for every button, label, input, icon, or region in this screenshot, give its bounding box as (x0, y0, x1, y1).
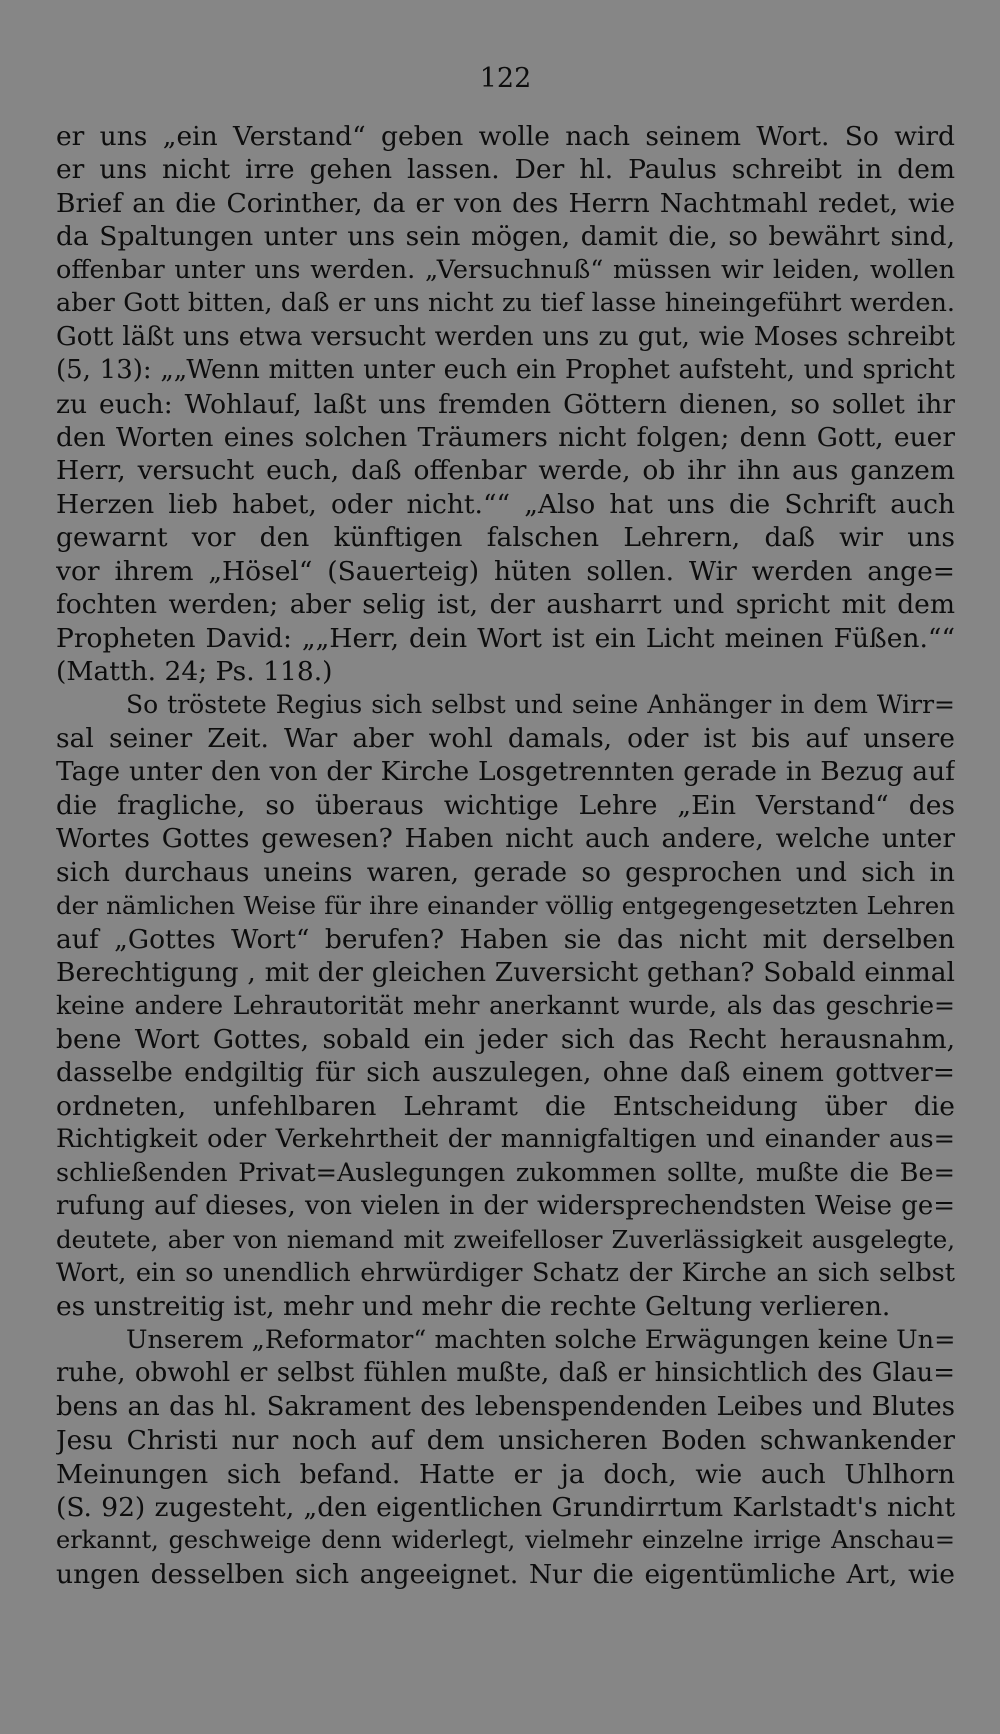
text-line: Wortes Gottes gewesen? Haben nicht auch andere, welche unter (56, 823, 955, 855)
text-line: er uns nicht irre gehen lassen. Der hl. Paulus schreibt in dem (56, 154, 955, 186)
text-line: deutete, aber von niemand mit zweifelloser Zuverlässigkeit ausgelegte, (56, 1225, 955, 1255)
text-line: ordneten, unfehlbaren Lehramt die Entscheidung über die (56, 1090, 955, 1122)
page-body (56, 120, 955, 1591)
text-line: (Matth. 24; Ps. 118.) (56, 656, 333, 687)
text-line: aber Gott bitten, daß er uns nicht zu tief lasse hineingeführt werden. (56, 288, 955, 319)
text-line: auf „Gottes Wort“ berufen? Haben sie das nicht mit derselben (56, 923, 955, 955)
text-line: offenbar unter uns werden. „Versuchnuß“ müssen wir leiden, wollen (56, 254, 955, 285)
text-line: erkannt, geschweige denn widerlegt, vielmehr einzelne irrige Anschau= (56, 1526, 955, 1555)
text-line: Meinungen sich befand. Hatte er ja doch, wie auch Uhlhorn (56, 1458, 955, 1490)
text-line: Gott läßt uns etwa versucht werden uns zu gut, wie Moses schreibt (56, 321, 955, 352)
text-line: Propheten David: „„Herr, dein Wort ist ein Licht meinen Füßen.““ (56, 622, 955, 654)
text-line: Tage unter den von der Kirche Losgetrennten gerade in Bezug auf (56, 756, 955, 788)
text-line: Brief an die Corinther, da er von des Herrn Nachtmahl redet, wie (56, 187, 955, 219)
text-line: bens an das hl. Sakrament des lebenspendenden Leibes und Blutes (56, 1391, 955, 1422)
text-line: da Spaltungen unter uns sein mögen, damit die, so bewährt sind, (56, 221, 955, 253)
text-line: dasselbe endgiltig für sich auszulegen, ohne daß einem gottver= (56, 1057, 955, 1089)
text-line: Herzen lieb habet, oder nicht.““ „Also hat uns die Schrift auch (56, 488, 955, 520)
text-line: es unstreitig ist, mehr und mehr die rechte Geltung verlieren. (56, 1291, 891, 1323)
text-line: sal seiner Zeit. War aber wohl damals, oder ist bis auf unsere (56, 722, 955, 754)
text-line: keine andere Lehrautorität mehr anerkannt wurde, als das geschrie= (56, 991, 955, 1021)
text-line: ungen desselben sich angeeignet. Nur die eigentümliche Art, wie (56, 1558, 955, 1590)
text-line: So tröstete Regius sich selbst und seine Anhänger in dem Wirr= (126, 690, 955, 720)
text-line: vor ihrem „Hösel“ (Sauerteig) hüten sollen. Wir werden ange= (56, 555, 955, 587)
text-line: Unserem „Reformator“ machten solche Erwägungen keine Un= (126, 1324, 955, 1355)
text-line: den Worten eines solchen Träumers nicht folgen; denn Gott, euer (56, 421, 955, 453)
text-line: (5, 13): „„Wenn mitten unter euch ein Prophet aufsteht, und spricht (56, 355, 955, 386)
page-number: 122 (479, 63, 532, 94)
text-line: rufung auf dieses, von vielen in der widersprechendsten Weise ge= (56, 1191, 955, 1221)
text-line: gewarnt vor den künftigen falschen Lehrern, daß wir uns (56, 522, 955, 554)
text-line: (S. 92) zugesteht, „den eigentlichen Grundirrtum Karlstadt's nicht (56, 1491, 955, 1523)
text-line: Jesu Christi nur noch auf dem unsicheren Boden schwankender (56, 1425, 955, 1457)
text-line: Richtigkeit oder Verkehrtheit der mannigfaltigen und einander aus= (56, 1124, 955, 1155)
text-line: der nämlichen Weise für ihre einander völlig entgegengesetzten Lehren (56, 891, 955, 921)
text-line: zu euch: Wohlauf, laßt uns fremden Göttern dienen, so sollet ihr (56, 388, 955, 420)
text-line: Berechtigung , mit der gleichen Zuversicht gethan? Sobald einmal (56, 956, 955, 988)
text-line: Wort, ein so unendlich ehrwürdiger Schatz der Kirche an sich selbst (56, 1257, 955, 1288)
text-line: Herr, versucht euch, daß offenbar werde, ob ihr ihn aus ganzem (56, 455, 955, 487)
book-page (56, 58, 955, 1698)
text-line: bene Wort Gottes, sobald ein jeder sich das Recht herausnahm, (56, 1023, 955, 1055)
text-line: er uns „ein Verstand“ geben wolle nach seinem Wort. So wird (56, 121, 955, 152)
text-line: die fragliche, so überaus wichtige Lehre „Ein Verstand“ des (56, 789, 955, 821)
text-line: fochten werden; aber selig ist, der ausharrt und spricht mit dem (56, 589, 955, 621)
text-line: schließenden Privat=Auslegungen zukommen sollte, mußte die Be= (56, 1157, 955, 1188)
text-line: ruhe, obwohl er selbst fühlen mußte, daß er hinsichtlich des Glau= (56, 1358, 955, 1389)
text-line: sich durchaus uneins waren, gerade so gesprochen und sich in (56, 856, 955, 888)
